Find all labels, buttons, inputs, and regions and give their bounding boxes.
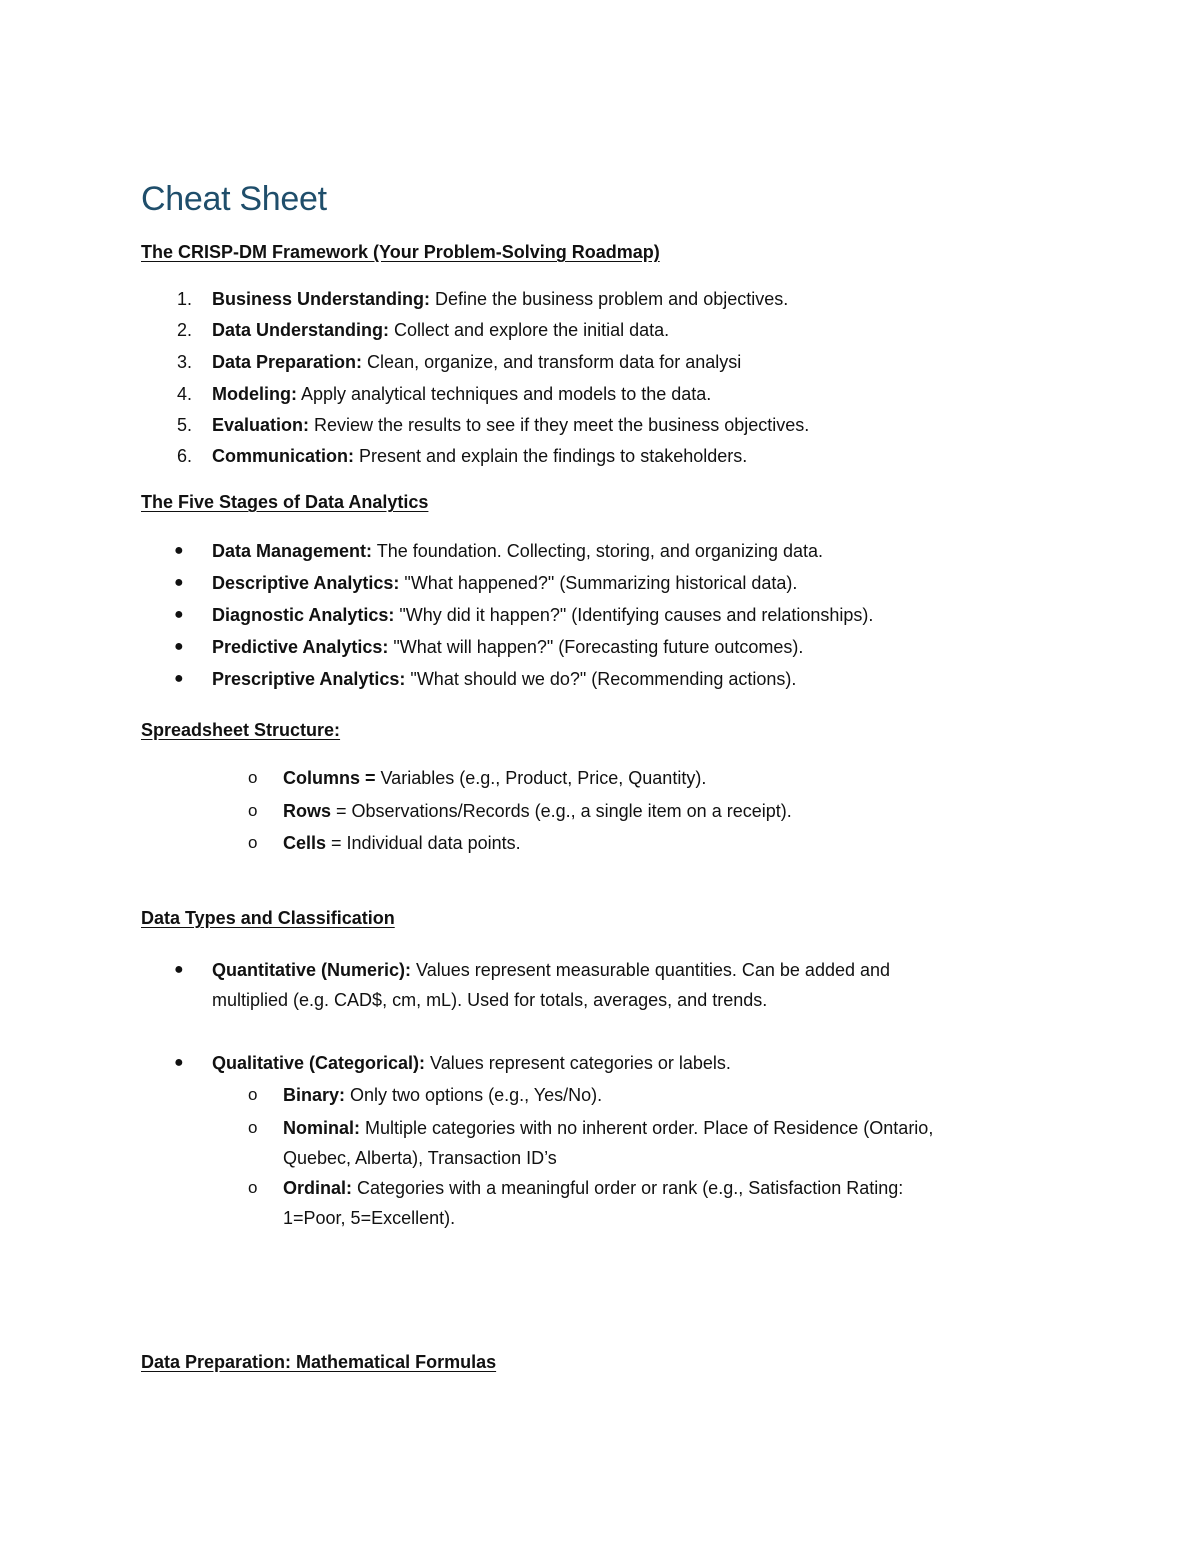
circle-bullet-icon: o <box>248 1178 258 1197</box>
item-text: Define the business problem and objectives. <box>430 289 789 309</box>
bullet-icon: ● <box>174 606 184 623</box>
list-item <box>212 379 711 409</box>
list-item-qualitative <box>212 1048 731 1078</box>
item-text: "Why did it happen?" (Identifying causes and relationships). <box>394 605 874 625</box>
circle-bullet-icon: o <box>248 768 258 787</box>
circle-bullet-icon: o <box>248 1118 258 1137</box>
item-text: Values represent categories or labels. <box>425 1053 731 1073</box>
list-item <box>283 796 792 826</box>
list-item <box>212 632 803 662</box>
list-item <box>212 284 788 314</box>
item-term: Data Management: <box>212 541 373 561</box>
bullet-icon: ● <box>174 1054 184 1071</box>
item-term: Modeling: <box>212 384 297 404</box>
list-number: 2. <box>176 320 192 340</box>
circle-bullet-icon: o <box>248 1085 258 1104</box>
formulas-heading: Data Preparation: Mathematical Formulas <box>141 1352 497 1372</box>
list-number: 4. <box>176 384 192 404</box>
item-text: Only two options (e.g., Yes/No). <box>345 1085 603 1105</box>
item-term: Columns = <box>283 768 376 788</box>
list-item <box>212 568 797 598</box>
spreadsheet-heading: Spreadsheet Structure: <box>141 720 341 740</box>
item-term: Ordinal: <box>283 1178 353 1198</box>
item-text: The foundation. Collecting, storing, and organizing data. <box>372 541 823 561</box>
list-number: 3. <box>176 352 192 372</box>
list-item <box>283 763 706 793</box>
item-text: "What will happen?" (Forecasting future outcomes). <box>388 637 804 657</box>
item-text: "What happened?" (Summarizing historical data). <box>399 573 798 593</box>
item-term: Rows <box>283 801 332 821</box>
item-text: Collect and explore the initial data. <box>389 320 670 340</box>
item-term: Prescriptive Analytics: <box>212 669 406 689</box>
item-term: Evaluation: <box>212 415 310 435</box>
item-term: Descriptive Analytics: <box>212 573 400 593</box>
bullet-icon: ● <box>174 961 184 978</box>
item-term: Nominal: <box>283 1118 361 1138</box>
item-text: Review the results to see if they meet the business objectives. <box>309 415 810 435</box>
item-text: "What should we do?" (Recommending actions). <box>405 669 797 689</box>
item-text: Multiple categories with no inherent order. Place of Residence (Ontario, <box>360 1118 934 1138</box>
item-text: Present and explain the findings to stakeholders. <box>354 446 748 466</box>
circle-bullet-icon: o <box>248 801 258 820</box>
list-number: 5. <box>176 415 192 435</box>
page-title: Cheat Sheet <box>141 180 327 218</box>
crisp-heading: The CRISP-DM Framework (Your Problem-Solving Roadmap) <box>141 242 660 262</box>
bullet-icon: ● <box>174 574 184 591</box>
item-text: Categories with a meaningful order or rank (e.g., Satisfaction Rating: <box>352 1178 904 1198</box>
list-item <box>212 441 747 471</box>
item-term: Data Understanding: <box>212 320 390 340</box>
list-item <box>212 347 741 377</box>
item-text: Apply analytical techniques and models to the data. <box>296 384 712 404</box>
bullet-icon: ● <box>174 542 184 559</box>
list-item <box>212 664 796 694</box>
bullet-icon: ● <box>174 670 184 687</box>
item-term: Diagnostic Analytics: <box>212 605 395 625</box>
circle-bullet-icon: o <box>248 833 258 852</box>
item-term: Data Preparation: <box>212 352 363 372</box>
list-item <box>212 536 823 566</box>
list-item-nominal <box>283 1113 933 1143</box>
list-item <box>212 410 809 440</box>
list-number: 1. <box>176 289 192 309</box>
list-item-quantitative <box>212 955 890 985</box>
list-number: 6. <box>176 446 192 466</box>
item-term: Qualitative (Categorical): <box>212 1053 426 1073</box>
bullet-icon: ● <box>174 638 184 655</box>
list-item-binary <box>283 1080 602 1110</box>
item-term: Cells <box>283 833 327 853</box>
list-item-ordinal <box>283 1173 903 1203</box>
datatypes-heading: Data Types and Classification <box>141 908 395 928</box>
item-text-continued: 1=Poor, 5=Excellent). <box>283 1208 456 1228</box>
item-text: Clean, organize, and transform data for analysi <box>362 352 742 372</box>
item-term: Predictive Analytics: <box>212 637 389 657</box>
item-text: = Observations/Records (e.g., a single item on a receipt). <box>331 801 792 821</box>
item-text: = Individual data points. <box>326 833 521 853</box>
item-text-continued: multiplied (e.g. CAD$, cm, mL). Used for totals, averages, and trends. <box>212 990 768 1010</box>
item-term: Quantitative (Numeric): <box>212 960 412 980</box>
item-term: Communication: <box>212 446 354 466</box>
item-term: Binary: <box>283 1085 346 1105</box>
list-item <box>212 600 873 630</box>
item-text: Variables (e.g., Product, Price, Quantity). <box>375 768 707 788</box>
item-term: Business Understanding: <box>212 289 431 309</box>
stages-heading: The Five Stages of Data Analytics <box>141 492 429 512</box>
item-text: Values represent measurable quantities. Can be added and <box>411 960 891 980</box>
list-item <box>212 315 669 345</box>
item-text-continued: Quebec, Alberta), Transaction ID’s <box>283 1148 557 1168</box>
list-item <box>283 828 521 858</box>
